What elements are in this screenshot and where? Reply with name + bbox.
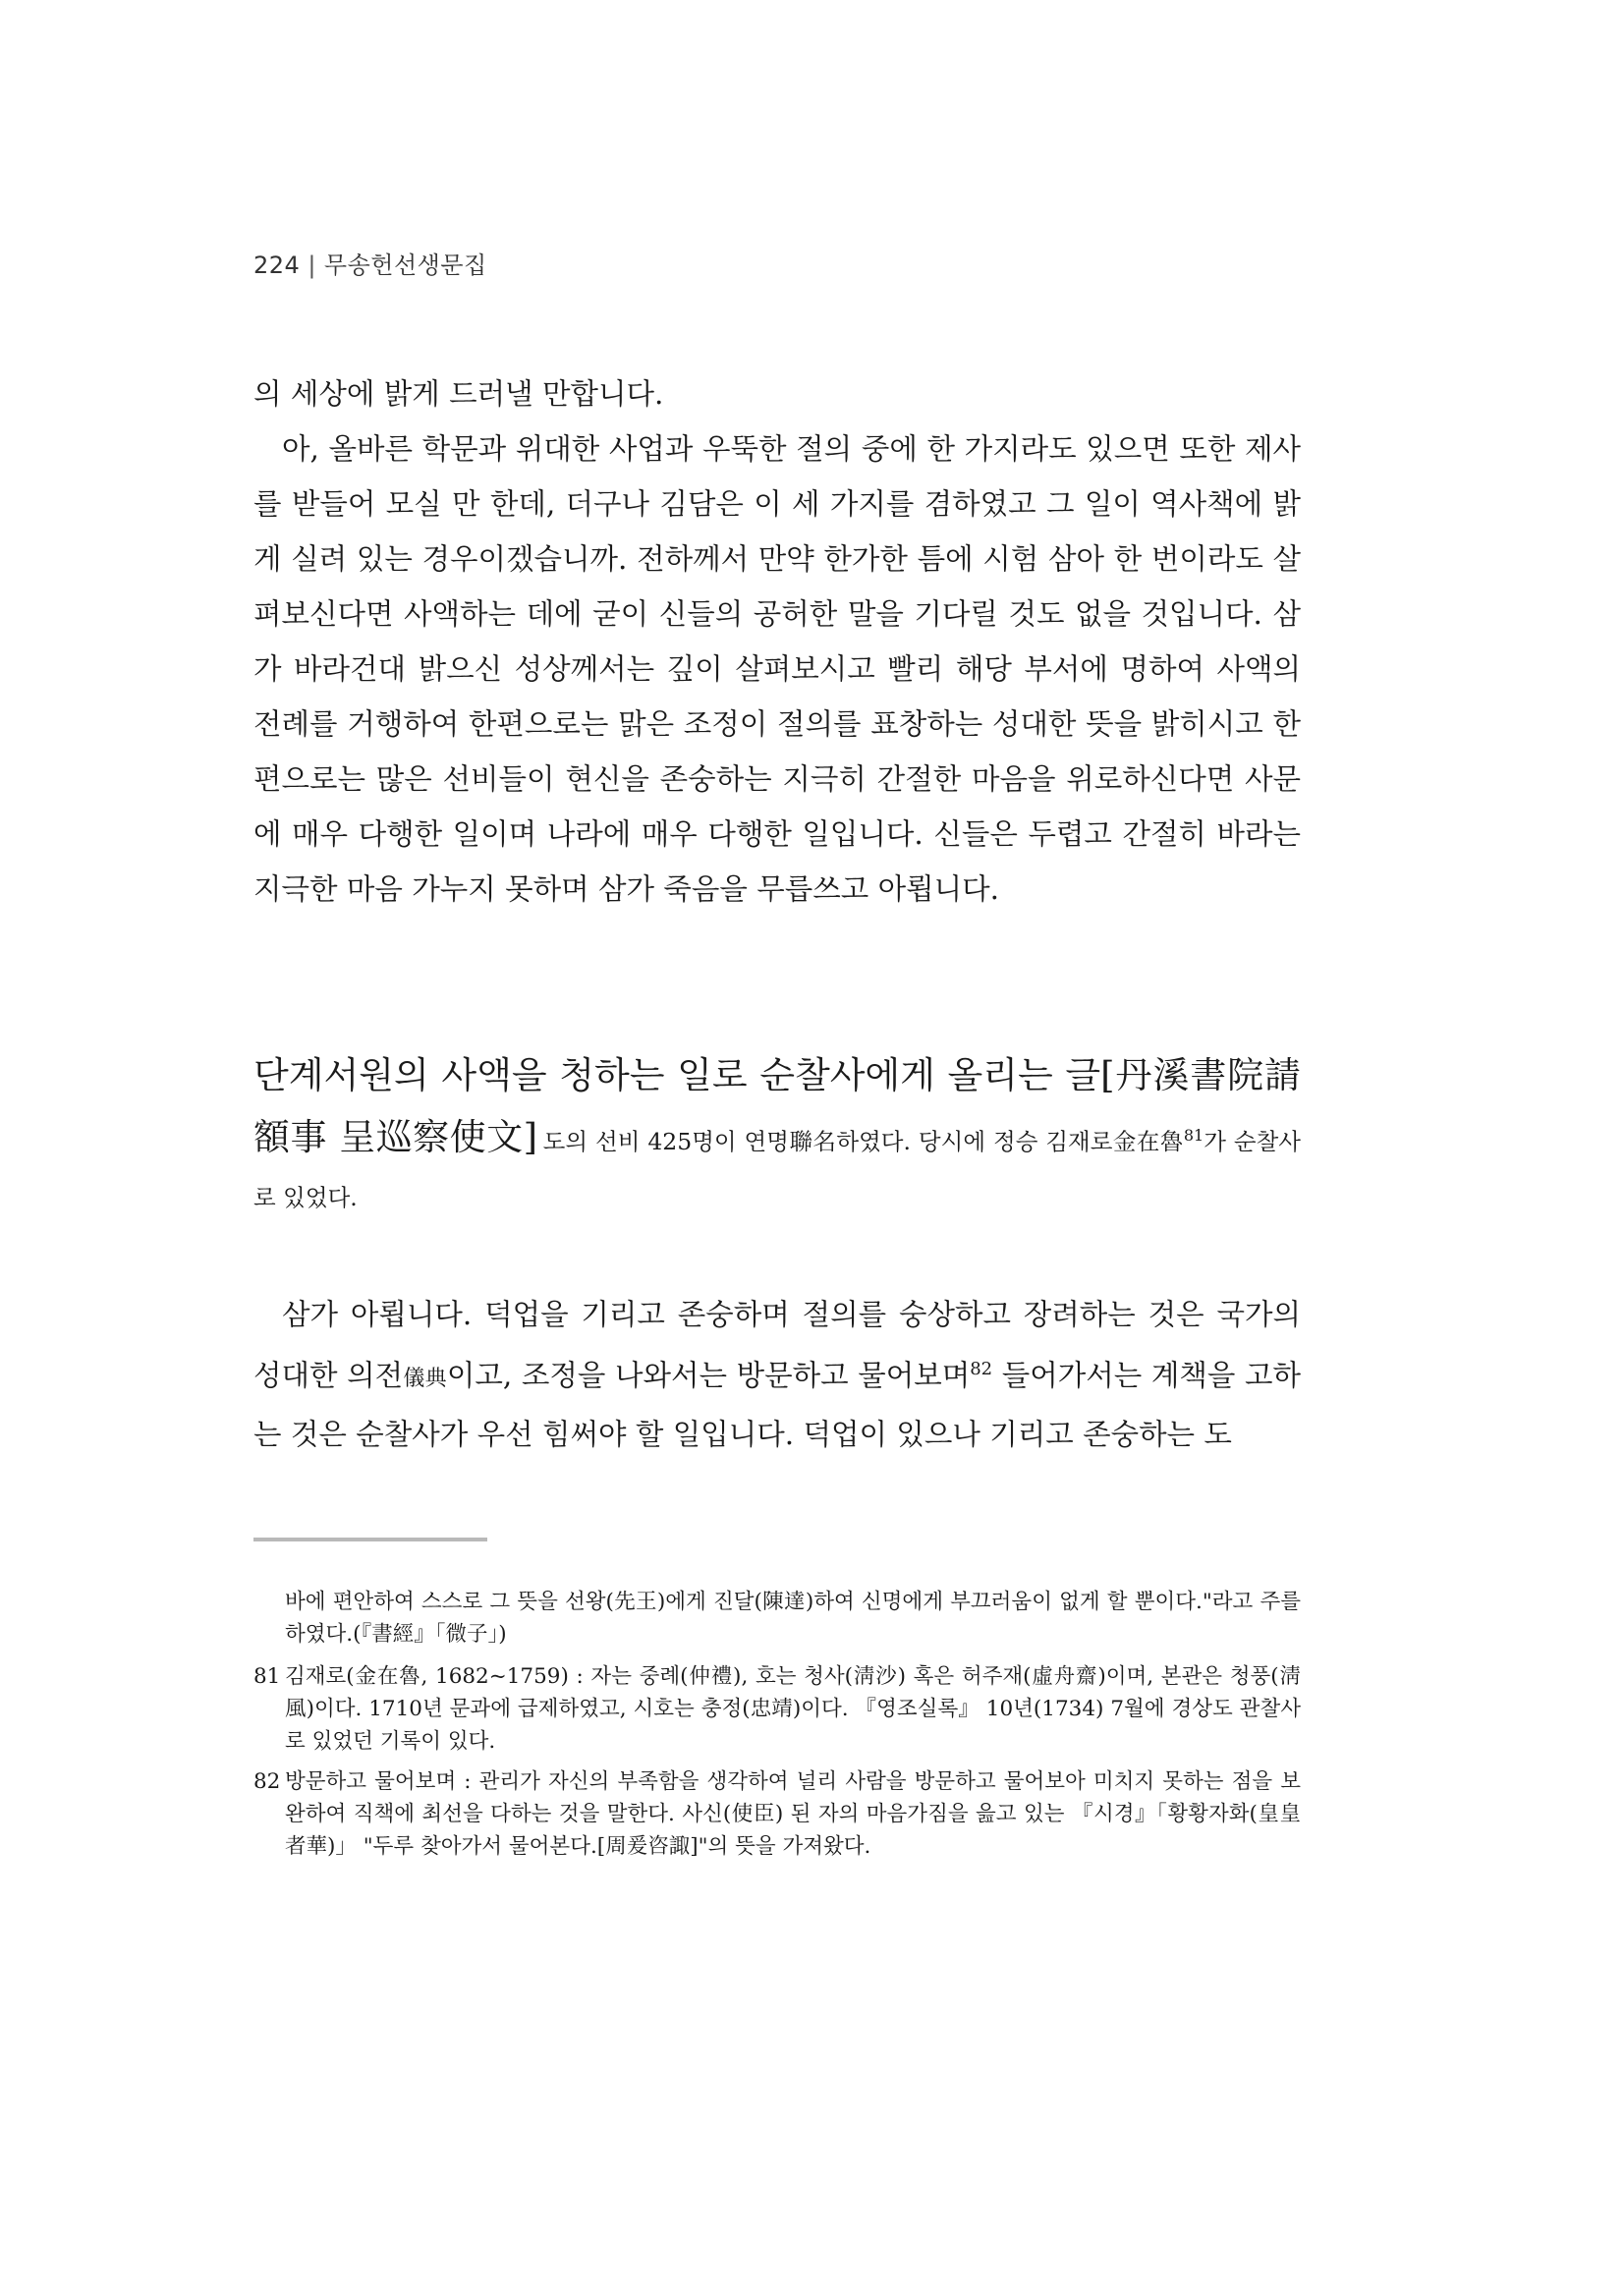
footnote-number: 82 [253,1769,281,1794]
running-header [253,246,487,280]
footnote-text: 방문하고 물어보며 : 관리가 자신의 부족함을 생각하여 널리 사람을 방문하고 물어보아 미치지 못하는 점을 보완하여 직책에 최선을 다하는 것을 말한다. 사신(使臣) 된 자의 마음가짐을 읊고 있는 『시경』「황황자화(皇皇者華)」 "두루 찾아가서 물어본다.[周爰咨諏]"의 뜻을 가져왔다. [285,1769,1301,1859]
continuation-text: 의 세상에 밝게 드러낼 만합니다. [253,377,664,411]
footnote-ref-81: 81 [1183,1126,1204,1145]
paragraph-text: 아, 올바른 학문과 위대한 사업과 우뚝한 절의 중에 한 가지라도 있으면 또한 제사를 받들어 모실 만 한데, 더구나 김담은 이 세 가지를 겸하였고 그 일이 역사책에 밝게 실려 있는 경우이겠습니까. 전하께서 만약 한가한 틈에 시험 삼아 한 번이라도 살펴보신다면 사액하는 데에 굳이 신들의 공허한 말을 기다릴 것도 없을 것입니다. 삼가 바라건대 밝으신 성상께서는 깊이 살펴보시고 빨리 해당 부서에 명하여 사액의 전례를 거행하여 한편으로는 맑은 조정이 절의를 표창하는 성대한 뜻을 밝히시고 한편으로는 많은 선비들이 현신을 존숭하는 지극히 간절한 마음을 위로하신다면 사문에 매우 다행한 일이며 나라에 매우 다행한 일입니다. 신들은 두렵고 간절히 바라는 지극한 마음 가누지 못하며 삼가 죽음을 무릅쓰고 아룁니다. [253,432,1301,906]
header-separator: | [308,252,316,279]
letter-text-part-3: 들어가서는 계책을 고하는 것은 순찰사가 우선 힘써야 할 일입니다. 덕업이 있으나 기리고 존숭하는 도 [253,1358,1301,1451]
letter-text [253,1287,1301,1462]
section-heading [253,1049,1301,1227]
footnote-81 [253,1660,1301,1758]
footnote-82 [253,1765,1301,1863]
hanja-gloss: 儀典 [403,1366,447,1391]
footnote-text: 김재로(金在魯, 1682~1759) : 자는 중례(仲禮), 호는 청사(淸沙) 혹은 허주재(虛舟齋)이며, 본관은 청풍(淸風)이다. 1710년 문과에 급제하였고, 시호는 충정(忠靖)이다. 『영조실록』 10년(1734) 7월에 경상도 관찰사로 있었던 기록이 있다. [285,1664,1301,1754]
footnote-ref-82: 82 [970,1359,993,1379]
footnote-divider [253,1538,487,1541]
page-number: 224 [253,252,301,279]
letter-paragraph [253,1287,1301,1462]
letter-text-part-1: 삼가 아룁니다. 덕업을 기리고 존숭하며 절의를 숭상하고 장려하는 것은 국가의 성대한 의전 [253,1298,1301,1392]
footnote-continued: 바에 편안하여 스스로 그 뜻을 선왕(先王)에게 진달(陳達)하여 신명에게 부끄러움이 없게 할 뿐이다."라고 주를 하였다.(『書經』「微子」) [285,1590,1301,1647]
continued-paragraph [253,366,1301,421]
section-note-text: 도의 선비 425명이 연명聯名하였다. 당시에 정승 김재로金在魯 [542,1127,1184,1155]
letter-text-part-2: 이고, 조정을 나와서는 방문하고 물어보며 [446,1358,971,1392]
section-title: 단계서원의 사액을 청하는 일로 순찰사에게 올리는 글[丹溪書院請額事 呈巡察使文] [253,1054,1301,1158]
footnotes [253,1586,1301,1871]
footnote-number: 81 [253,1664,281,1689]
section-note-text-end: 가 순찰사로 있었다. [253,1127,1301,1211]
memorial-closing-paragraph [253,421,1301,917]
book-title: 무송헌선생문집 [323,252,487,279]
